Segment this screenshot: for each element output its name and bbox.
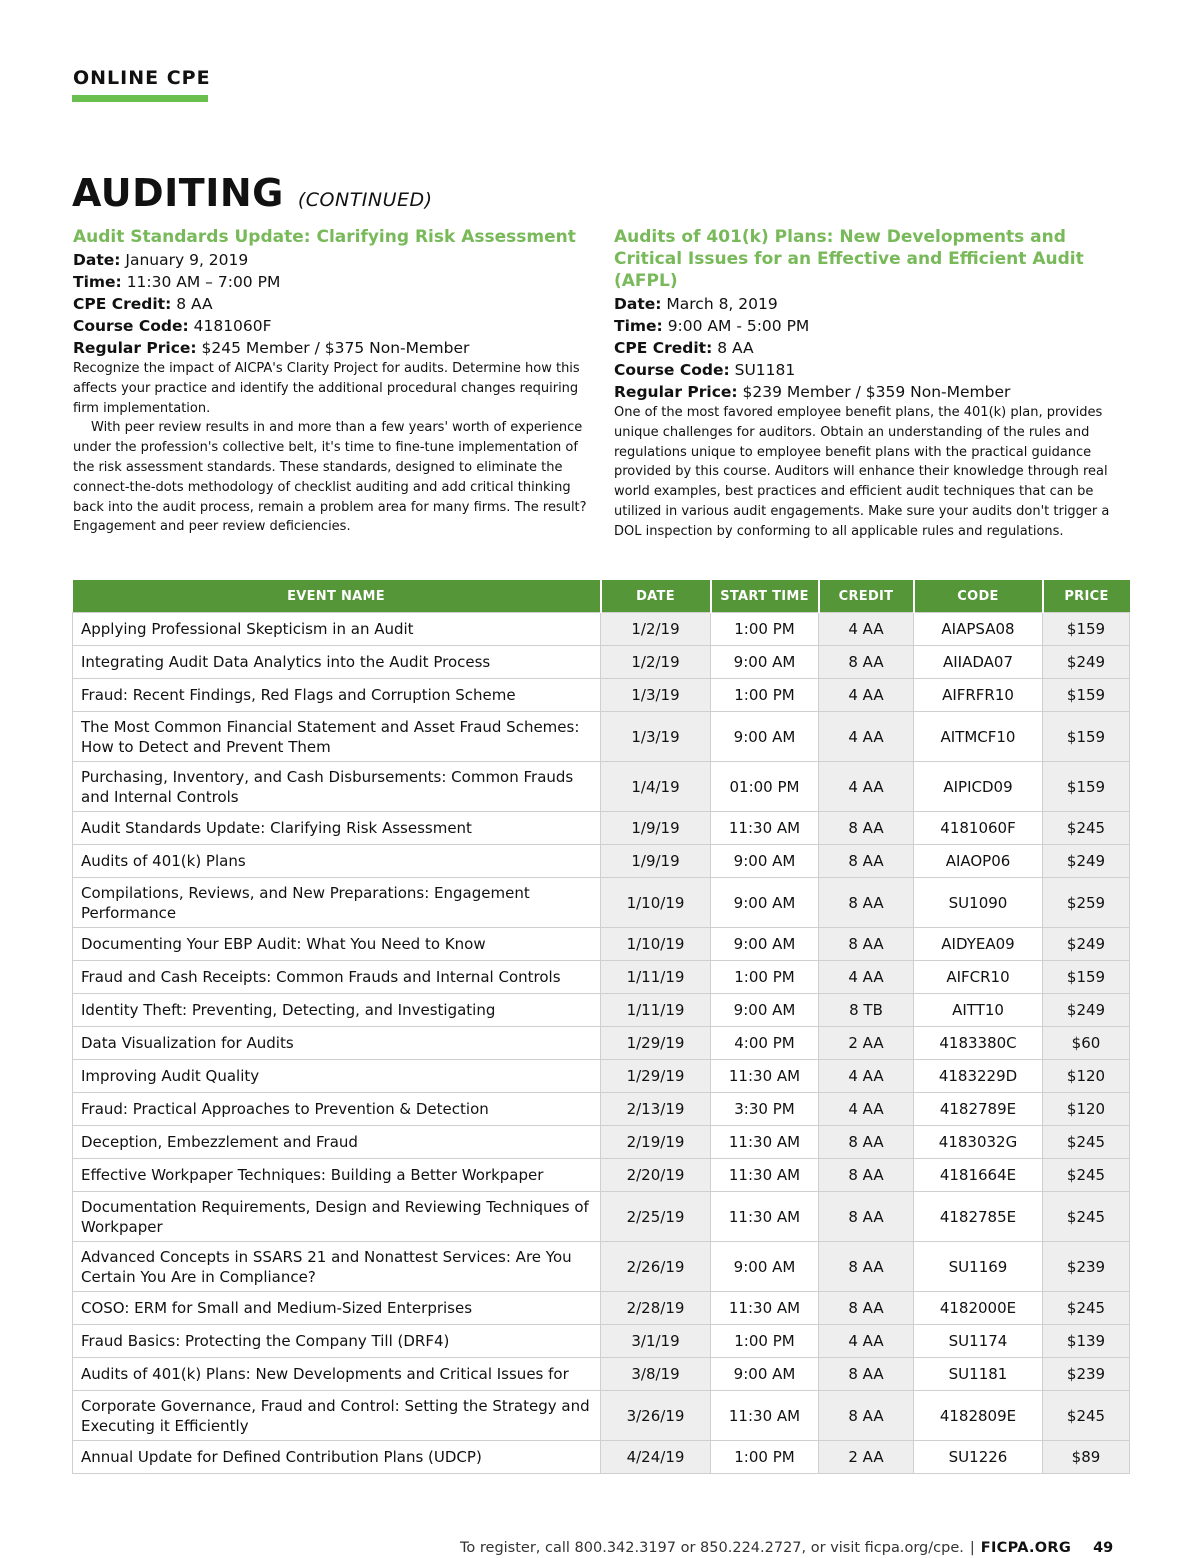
event-start-time: 4:00 PM	[711, 1027, 819, 1060]
event-date: 4/24/19	[601, 1441, 711, 1474]
event-code: 4181664E	[914, 1159, 1043, 1192]
event-date: 3/26/19	[601, 1391, 711, 1441]
event-credit: 8 AA	[819, 1126, 914, 1159]
event-start-time: 1:00 PM	[711, 1325, 819, 1358]
value: 8 AA	[717, 339, 754, 357]
event-date: 1/3/19	[601, 712, 711, 762]
register-text: To register, call 800.342.3197 or 850.224.2727, or visit ficpa.org/cpe.	[460, 1540, 964, 1556]
event-credit: 8 AA	[819, 878, 914, 928]
course-description: With peer review results in and more than a few years' worth of experience under the profession's collective belt, it's time to fine-tune implementation of the risk assessment standards. These standards, designed to eliminate the connect-the-dots methodology of checklist auditing and add critical thinking back into the audit process, remain a problem area for many firms. The result? Engagement and peer review deficiencies.	[73, 420, 587, 535]
table-row	[73, 1126, 1130, 1159]
event-start-time: 11:30 AM	[711, 1126, 819, 1159]
event-price: $159	[1043, 679, 1130, 712]
event-price: $120	[1043, 1060, 1130, 1093]
table-row	[73, 646, 1130, 679]
table-row	[73, 613, 1130, 646]
event-start-time: 1:00 PM	[711, 679, 819, 712]
event-start-time: 01:00 PM	[711, 762, 819, 812]
event-name: Effective Workpaper Techniques: Building a Better Workpaper	[73, 1159, 601, 1192]
event-price: $139	[1043, 1325, 1130, 1358]
label: Regular Price:	[73, 339, 197, 357]
event-credit: 4 AA	[819, 712, 914, 762]
table-row	[73, 1358, 1130, 1391]
event-start-time: 11:30 AM	[711, 812, 819, 845]
event-start-time: 9:00 AM	[711, 712, 819, 762]
column-header-code: CODE	[914, 580, 1043, 613]
event-name: Audits of 401(k) Plans: New Developments and Critical Issues for	[73, 1358, 601, 1391]
event-name: Compilations, Reviews, and New Preparations: Engagement Performance	[73, 878, 601, 928]
course-date	[73, 249, 593, 271]
course-code	[73, 315, 593, 337]
event-date: 2/26/19	[601, 1242, 711, 1292]
event-price: $245	[1043, 1126, 1130, 1159]
event-code: 4182789E	[914, 1093, 1043, 1126]
event-date: 1/10/19	[601, 928, 711, 961]
course-credit	[73, 293, 593, 315]
column-header-price: PRICE	[1043, 580, 1130, 613]
event-price: $249	[1043, 994, 1130, 1027]
event-name: Advanced Concepts in SSARS 21 and Nonattest Services: Are You Certain You Are in Compliance?	[73, 1242, 601, 1292]
event-start-time: 11:30 AM	[711, 1292, 819, 1325]
course-title: Audits of 401(k) Plans: New Developments and Critical Issues for an Effective and Efficient Audit (AFPL)	[614, 227, 1084, 291]
course-time	[73, 271, 593, 293]
event-credit: 8 AA	[819, 812, 914, 845]
course-price	[73, 337, 593, 359]
course-code	[614, 359, 1134, 381]
event-date: 1/4/19	[601, 762, 711, 812]
event-code: 4182785E	[914, 1192, 1043, 1242]
event-code: SU1226	[914, 1441, 1043, 1474]
event-date: 1/2/19	[601, 646, 711, 679]
course-right	[614, 226, 1134, 542]
course-left	[73, 226, 593, 537]
event-credit: 4 AA	[819, 961, 914, 994]
event-date: 1/9/19	[601, 812, 711, 845]
event-start-time: 9:00 AM	[711, 1242, 819, 1292]
event-code: SU1169	[914, 1242, 1043, 1292]
event-name: Integrating Audit Data Analytics into the Audit Process	[73, 646, 601, 679]
event-credit: 2 AA	[819, 1441, 914, 1474]
label: Regular Price:	[614, 383, 738, 401]
event-credit: 4 AA	[819, 762, 914, 812]
event-name: Documenting Your EBP Audit: What You Need to Know	[73, 928, 601, 961]
course-description: Recognize the impact of AICPA's Clarity Project for audits. Determine how this affects your practice and identify the additional procedural changes requiring firm implementation.	[73, 361, 580, 416]
event-credit: 4 AA	[819, 613, 914, 646]
table-row	[73, 994, 1130, 1027]
page-title-main: AUDITING	[72, 171, 284, 215]
event-price: $259	[1043, 878, 1130, 928]
event-start-time: 9:00 AM	[711, 994, 819, 1027]
event-credit: 8 AA	[819, 845, 914, 878]
table-row	[73, 1159, 1130, 1192]
course-date	[614, 293, 1134, 315]
event-price: $239	[1043, 1358, 1130, 1391]
event-credit: 8 AA	[819, 1159, 914, 1192]
label: Course Code:	[73, 317, 189, 335]
event-start-time: 11:30 AM	[711, 1060, 819, 1093]
event-date: 1/2/19	[601, 613, 711, 646]
event-credit: 8 AA	[819, 1192, 914, 1242]
table-row	[73, 1325, 1130, 1358]
event-name: Fraud: Recent Findings, Red Flags and Corruption Scheme	[73, 679, 601, 712]
event-start-time: 1:00 PM	[711, 1441, 819, 1474]
event-date: 2/19/19	[601, 1126, 711, 1159]
label: Date:	[614, 295, 662, 313]
page-footer	[460, 1540, 1130, 1556]
value: 8 AA	[176, 295, 213, 313]
event-code: AIDYEA09	[914, 928, 1043, 961]
event-credit: 4 AA	[819, 1060, 914, 1093]
value: $239 Member / $359 Non-Member	[742, 383, 1011, 401]
event-name: Data Visualization for Audits	[73, 1027, 601, 1060]
event-start-time: 9:00 AM	[711, 878, 819, 928]
event-code: AIAPSA08	[914, 613, 1043, 646]
event-price: $249	[1043, 845, 1130, 878]
section-underline	[72, 95, 208, 102]
course-description: One of the most favored employee benefit plans, the 401(k) plan, provides unique challenges for auditors. Obtain an understanding of the rules and regulations unique to employee benefit plans with the practical guidance provided by this course. Auditors will enhance their knowledge through real world examples, best practices and efficient audit techniques that can be utilized in various audit engagements. Make sure your audits don't trigger a DOL inspection by conforming to all applicable rules and regulations.	[614, 405, 1110, 539]
event-credit: 8 AA	[819, 1391, 914, 1441]
event-price: $249	[1043, 928, 1130, 961]
page-title	[72, 171, 433, 215]
label: Course Code:	[614, 361, 730, 379]
page-number: 49	[1093, 1540, 1114, 1556]
event-code: 4183032G	[914, 1126, 1043, 1159]
table-row	[73, 845, 1130, 878]
event-credit: 8 AA	[819, 1242, 914, 1292]
event-price: $245	[1043, 1192, 1130, 1242]
event-price: $159	[1043, 613, 1130, 646]
table-row	[73, 712, 1130, 762]
event-name: Deception, Embezzlement and Fraud	[73, 1126, 601, 1159]
table-row	[73, 928, 1130, 961]
table-row	[73, 1391, 1130, 1441]
event-name: Documentation Requirements, Design and Reviewing Techniques of Workpaper	[73, 1192, 601, 1242]
course-price	[614, 381, 1134, 403]
value: March 8, 2019	[666, 295, 778, 313]
event-code: 4182809E	[914, 1391, 1043, 1441]
event-name: Fraud and Cash Receipts: Common Frauds and Internal Controls	[73, 961, 601, 994]
table-row	[73, 1292, 1130, 1325]
event-price: $249	[1043, 646, 1130, 679]
event-code: SU1174	[914, 1325, 1043, 1358]
event-code: 4183229D	[914, 1060, 1043, 1093]
value: 11:30 AM – 7:00 PM	[126, 273, 281, 291]
column-header-credit: CREDIT	[819, 580, 914, 613]
table-row	[73, 1093, 1130, 1126]
event-price: $159	[1043, 712, 1130, 762]
event-date: 2/13/19	[601, 1093, 711, 1126]
table-row	[73, 812, 1130, 845]
column-header-event-name: EVENT NAME	[73, 580, 601, 613]
value: January 9, 2019	[125, 251, 249, 269]
event-price: $245	[1043, 1292, 1130, 1325]
label: Time:	[614, 317, 663, 335]
event-code: SU1181	[914, 1358, 1043, 1391]
event-date: 2/20/19	[601, 1159, 711, 1192]
site-link[interactable]: FICPA.ORG	[980, 1540, 1072, 1556]
event-name: Audit Standards Update: Clarifying Risk Assessment	[73, 812, 601, 845]
event-date: 1/29/19	[601, 1027, 711, 1060]
event-name: Applying Professional Skepticism in an Audit	[73, 613, 601, 646]
event-price: $159	[1043, 762, 1130, 812]
event-date: 1/3/19	[601, 679, 711, 712]
event-start-time: 11:30 AM	[711, 1391, 819, 1441]
event-date: 3/1/19	[601, 1325, 711, 1358]
event-start-time: 9:00 AM	[711, 928, 819, 961]
event-credit: 8 AA	[819, 646, 914, 679]
event-name: Purchasing, Inventory, and Cash Disbursements: Common Frauds and Internal Controls	[73, 762, 601, 812]
event-name: The Most Common Financial Statement and Asset Fraud Schemes: How to Detect and Prevent Them	[73, 712, 601, 762]
event-name: Corporate Governance, Fraud and Control: Setting the Strategy and Executing it Efficiently	[73, 1391, 601, 1441]
event-credit: 2 AA	[819, 1027, 914, 1060]
label: Date:	[73, 251, 121, 269]
table-row	[73, 679, 1130, 712]
event-date: 1/11/19	[601, 961, 711, 994]
event-start-time: 9:00 AM	[711, 646, 819, 679]
event-price: $159	[1043, 961, 1130, 994]
event-price: $89	[1043, 1441, 1130, 1474]
event-credit: 8 TB	[819, 994, 914, 1027]
event-name: Audits of 401(k) Plans	[73, 845, 601, 878]
event-price: $120	[1043, 1093, 1130, 1126]
event-code: 4182000E	[914, 1292, 1043, 1325]
course-time	[614, 315, 1134, 337]
event-name: COSO: ERM for Small and Medium-Sized Enterprises	[73, 1292, 601, 1325]
event-start-time: 9:00 AM	[711, 1358, 819, 1391]
value: 4181060F	[193, 317, 272, 335]
event-date: 1/10/19	[601, 878, 711, 928]
event-code: AIFCR10	[914, 961, 1043, 994]
event-code: AIAOP06	[914, 845, 1043, 878]
value: 9:00 AM - 5:00 PM	[667, 317, 810, 335]
event-code: AITMCF10	[914, 712, 1043, 762]
course-title: Audit Standards Update: Clarifying Risk Assessment	[73, 227, 576, 247]
footer-separator: |	[969, 1540, 975, 1556]
event-code: AITT10	[914, 994, 1043, 1027]
event-name: Annual Update for Defined Contribution Plans (UDCP)	[73, 1441, 601, 1474]
event-code: 4183380C	[914, 1027, 1043, 1060]
column-header-start-time: START TIME	[711, 580, 819, 613]
table-body	[73, 613, 1130, 1474]
event-credit: 8 AA	[819, 928, 914, 961]
column-header-date: DATE	[601, 580, 711, 613]
event-code: AIIADA07	[914, 646, 1043, 679]
event-name: Fraud: Practical Approaches to Prevention & Detection	[73, 1093, 601, 1126]
event-credit: 4 AA	[819, 679, 914, 712]
table-row	[73, 878, 1130, 928]
label: CPE Credit:	[614, 339, 713, 357]
event-name: Identity Theft: Preventing, Detecting, and Investigating	[73, 994, 601, 1027]
event-price: $245	[1043, 812, 1130, 845]
section-label: ONLINE CPE	[73, 67, 211, 89]
event-date: 1/11/19	[601, 994, 711, 1027]
event-code: AIFRFR10	[914, 679, 1043, 712]
table-row	[73, 1027, 1130, 1060]
table-row	[73, 1192, 1130, 1242]
table-row	[73, 762, 1130, 812]
event-credit: 8 AA	[819, 1358, 914, 1391]
event-price: $245	[1043, 1159, 1130, 1192]
event-date: 3/8/19	[601, 1358, 711, 1391]
event-start-time: 9:00 AM	[711, 845, 819, 878]
event-start-time: 11:30 AM	[711, 1192, 819, 1242]
table-row	[73, 961, 1130, 994]
event-credit: 8 AA	[819, 1292, 914, 1325]
value: SU1181	[734, 361, 796, 379]
event-date: 2/25/19	[601, 1192, 711, 1242]
event-start-time: 3:30 PM	[711, 1093, 819, 1126]
event-code: SU1090	[914, 878, 1043, 928]
table-header-row	[73, 580, 1130, 613]
events-table	[72, 580, 1130, 1474]
value: $245 Member / $375 Non-Member	[201, 339, 470, 357]
course-credit	[614, 337, 1134, 359]
label: Time:	[73, 273, 122, 291]
event-name: Improving Audit Quality	[73, 1060, 601, 1093]
event-name: Fraud Basics: Protecting the Company Till (DRF4)	[73, 1325, 601, 1358]
table-row	[73, 1441, 1130, 1474]
event-credit: 4 AA	[819, 1325, 914, 1358]
event-code: 4181060F	[914, 812, 1043, 845]
page-title-subtitle: (CONTINUED)	[297, 189, 433, 211]
event-start-time: 1:00 PM	[711, 961, 819, 994]
event-credit: 4 AA	[819, 1093, 914, 1126]
table-row	[73, 1060, 1130, 1093]
event-price: $60	[1043, 1027, 1130, 1060]
label: CPE Credit:	[73, 295, 172, 313]
event-date: 1/9/19	[601, 845, 711, 878]
event-start-time: 11:30 AM	[711, 1159, 819, 1192]
event-start-time: 1:00 PM	[711, 613, 819, 646]
event-date: 2/28/19	[601, 1292, 711, 1325]
table-row	[73, 1242, 1130, 1292]
event-price: $239	[1043, 1242, 1130, 1292]
event-date: 1/29/19	[601, 1060, 711, 1093]
event-price: $245	[1043, 1391, 1130, 1441]
event-code: AIPICD09	[914, 762, 1043, 812]
